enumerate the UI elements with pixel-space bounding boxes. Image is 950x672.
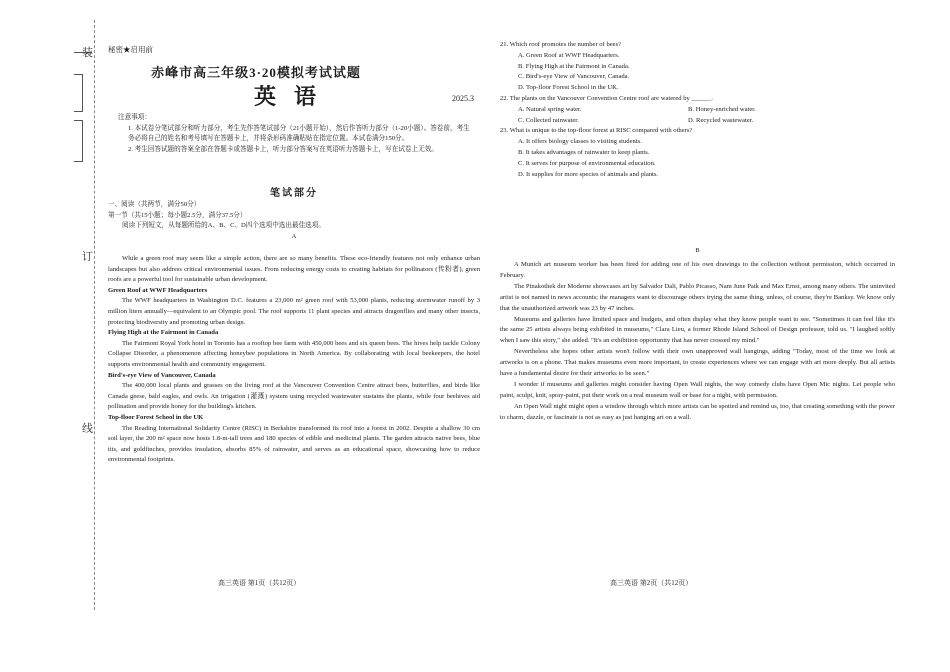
option-row: [500, 116, 895, 127]
answer-option: A. Green Roof at WWF Headquarters.: [518, 51, 620, 59]
part-subheading: 第一节（共15小题；每小题2.5分，满分37.5分）: [108, 211, 247, 219]
exam-notes: [118, 113, 472, 155]
section-title: 笔试部分: [270, 188, 318, 199]
section-text: The 400,000 local plants and grasses on the living roof at the Vancouver Convention Centre attract bees, butterflies, and birds like Canada geese, bald eagles, and owls. An irrigation (灌溉) system using recycled wastewater sustains the plants, while four beehives aid pollination and provide honey for the building's kitchen.: [108, 382, 480, 411]
section-text: The WWF headquarters in Washington D.C. features a 23,000 m² green roof with 53,000 plants, reducing stormwater runoff by 3 million liters annually—equivalent to an Olympic pool. The roof supports 11 plant species and attracts dragonflies and many other insects, protecting biodiversity and promoting urban design.: [108, 297, 480, 326]
part-heading: 一、阅读（共两节，满分50分）: [108, 201, 201, 208]
passage-paragraph: Museums and galleries have limited space and budgets, and often display what they know people want to see. "Sometimes it can feel like it's the same 25 artists always being exhibited in museums," Clara Lieu, a former Rhode Island School of Design professor, told us. "I laughed softly when I saw this story," she added. "It's an exhibition opportunity that has never crossed my mind.": [500, 315, 895, 345]
passage-label-b: B: [695, 247, 700, 254]
exam-title: 赤峰市高三年级3·20模拟考试试题: [151, 65, 361, 80]
passage-paragraph: Nevertheless she hopes other artists won't follow with their own unapproved wall hangings, adding "Today, most of the time we look at artworks is on a phone. That makes museums even more important, to create experiences where we can engage with art more deeply. But all artists have a fundamental desire for their artworks to be seen.": [500, 348, 895, 378]
section-heading: Top-floor Forest School in the UK: [108, 413, 204, 421]
instruction: 阅读下列短文，从每题所给的A、B、C、D四个选项中选出最佳选项。: [122, 222, 325, 230]
passage-b: [500, 260, 895, 424]
binding-bracket: [74, 74, 83, 112]
question-group: [500, 40, 895, 180]
passage-paragraph: I wonder if museums and galleries might consider having Open Wall nights, the way comedy clubs have Open Mic nights. Let people who paint, sculpt, knit, spray-paint, put their work on a real museum wall or base for a night, with permission.: [500, 380, 895, 399]
page-footer: 高三英语 第1页（共12页）: [218, 579, 301, 587]
answer-option: A. It offers biology classes to visiting students.: [518, 138, 642, 146]
answer-option: B. It takes advantages of rainwater to keep plants.: [518, 148, 650, 156]
answer-option: C. It serves for purpose of environmental education.: [518, 159, 656, 167]
binding-bracket: [74, 120, 83, 162]
section-text: The Reading International Solidarity Centre (RISC) in Berkshire transformed its roof into a forest in 2002. Despite a shallow 30 cm soil layer, the 200 m² space now hosts 1.8-m-tall trees and 180 species of edible and medicinal plants. The garden attracts native bees, blue tits, and goldfinches, provides insulation, absorbs 85% of rainwater, and serves as an educational space, showcasing how to reduce environmental footprints.: [108, 424, 480, 464]
answer-option: B. Flying High at the Fairmont in Canada.: [518, 62, 630, 70]
binding-margin: [0, 0, 100, 672]
passage-intro: While a green roof may seem like a simple action, there are so many benefits. These eco-friendly features not only enhance urban landscapes but also address critical environmental issues. From reducing energy costs to creating habitats for pollinators (传粉者), green roofs are a powerful tool for sustainable urban development.: [108, 255, 480, 284]
passage-a: [108, 254, 480, 466]
answer-option: D. It supplies for more species of animals and plants.: [518, 170, 659, 178]
answer-option: A. Natural spring water.: [518, 105, 582, 113]
section-text: The Fairmont Royal York hotel in Toronto has a rooftop bee farm with 450,000 bees and six queen bees. The hives help tackle Colony Collapse Disorder, a phenomenon affecting honeybee populations in North America. By collaborating with local beekeepers, the hotel supports environmental health and community engagement.: [108, 339, 480, 368]
answer-option: C. Bird's-eye View of Vancouver, Canada.: [518, 73, 630, 81]
notes-title: 注意事项：: [118, 114, 151, 121]
subject-title: 英语: [253, 84, 334, 109]
answer-option: C. Collected rainwater.: [518, 116, 579, 124]
question-stem: 21. Which roof promotes the number of bees?: [500, 41, 622, 48]
exam-date: 2025.3: [452, 94, 474, 103]
section-heading: Bird's-eye View of Vancouver, Canada: [108, 371, 216, 379]
passage-label-a: A: [291, 232, 297, 240]
answer-option: D. Recycled wastewater.: [688, 116, 754, 124]
section-heading: Flying High at the Fairmont in Canada: [108, 329, 219, 337]
question-stem: 23. What is unique to the top-floor forest at RISC compared with others?: [500, 127, 693, 135]
answer-option: B. Honey-enriched water.: [688, 105, 756, 113]
question-stem: 22. The plants on the Vancouver Convention Centre roof are watered by ______.: [500, 94, 713, 102]
binding-dashed-line: [94, 20, 95, 610]
binding-label-ding: 订: [82, 251, 93, 263]
passage-paragraph: An Open Wall night might open a window through which more artists can be spotted and remind us, too, that creating something with the power to charm, dazzle, or fascinate is not as easy as just hanging art on a wall.: [500, 402, 895, 421]
secret-label: 秘密★启用前: [108, 45, 153, 54]
binding-label-xian: 线: [82, 423, 93, 435]
answer-option: D. Top-floor Forest School in the UK.: [518, 84, 619, 92]
binding-label-zhuang: 装: [82, 47, 93, 59]
section-heading: Green Roof at WWF Headquarters: [108, 286, 208, 294]
note-item: 1. 本试卷分笔试部分和听力部分，考生先作答笔试部分（21小题开始），然后作答听力部分（1-20小题）。答卷前，考生务必将自己的姓名和考号填写在答题卡上，并将条形码准确粘贴在指定位置。本试卷满分150分。: [128, 124, 470, 142]
passage-paragraph: A Munich art museum worker has been fired for adding one of his own drawings to the collection without permission, which occurred in February.: [500, 261, 895, 279]
note-item: 2. 考生回答试题的答案全部在答题卡或答题卡上，听力部分答案写在英语听力答题卡上，写在试卷上无效。: [128, 145, 438, 153]
option-row: [500, 105, 895, 116]
part1-header: [108, 200, 480, 242]
passage-paragraph: The Pinakothek der Moderne showcases art by Salvador Dali, Pablo Picasso, Nam June Paik and Max Ernst, among many others. The uninvited artist is not named in news accounts; the managers want to discourage others trying the same thing, unless, of course, they're Banksy. We know only that the unauthorized artwork was 23 by 47 inches.: [500, 282, 895, 312]
page-footer: 高三英语 第2页（共12页）: [610, 579, 693, 587]
